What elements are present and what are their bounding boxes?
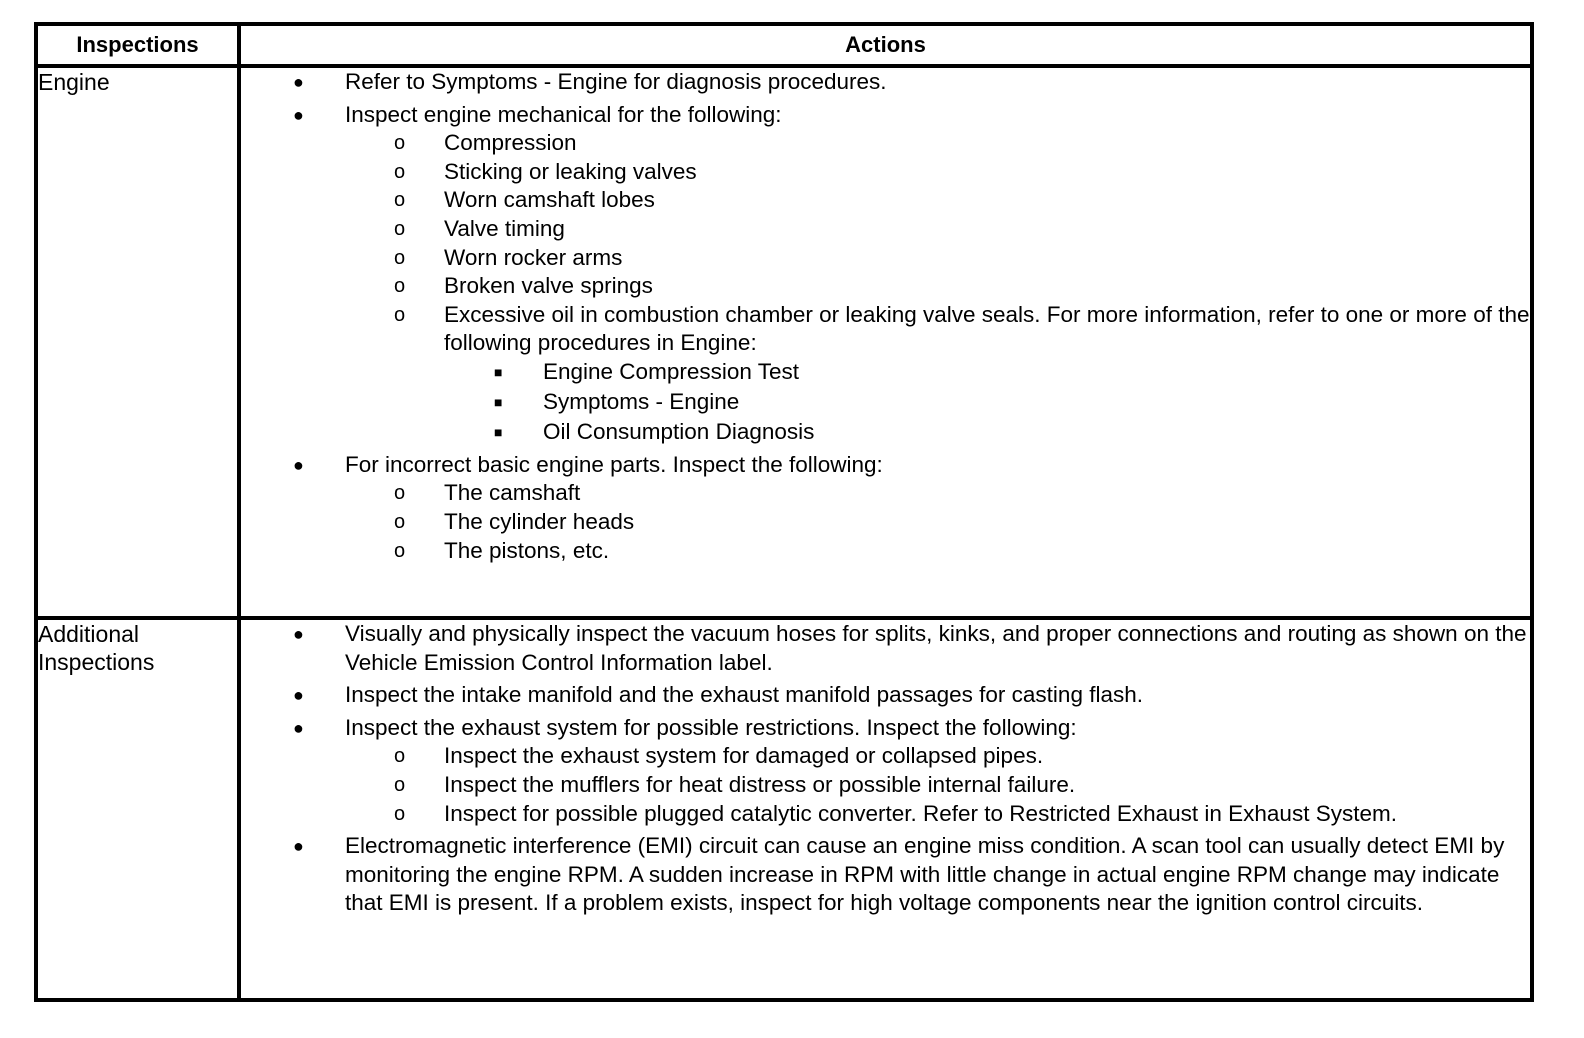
circle-bullet-icon: o (394, 275, 406, 298)
circle-bullet-icon: o (394, 745, 406, 768)
list-subitem (241, 272, 1530, 301)
list-item-text: Inspect engine mechanical for the following: (345, 101, 782, 127)
circle-bullet-icon: o (394, 132, 406, 155)
list-item (241, 101, 1530, 130)
list-item-text: Inspect the exhaust system for possible restrictions. Inspect the following: (345, 714, 1077, 740)
list-subitem-text: The cylinder heads (444, 508, 635, 534)
list-item-text: For incorrect basic engine parts. Inspect the following: (345, 451, 883, 477)
bullet-icon: ● (293, 717, 304, 738)
bullet-icon: ● (293, 104, 304, 125)
bullet-icon: ● (293, 624, 304, 644)
list-item (241, 68, 1530, 97)
list-subitem-text: Worn camshaft lobes (444, 187, 655, 213)
circle-bullet-icon: o (394, 160, 406, 183)
list-subitem-text: Valve timing (444, 215, 565, 241)
list-subsubitem-text: Engine Compression Test (543, 358, 799, 384)
circle-bullet-icon: o (394, 217, 406, 240)
list-subsubitem-text: Oil Consumption Diagnosis (543, 419, 815, 445)
circle-bullet-icon: o (394, 303, 406, 326)
square-bullet-icon: ■ (494, 394, 503, 411)
circle-bullet-icon: o (394, 482, 406, 505)
list-subitem-text: Sticking or leaking valves (444, 158, 697, 184)
list-subitem-text: The pistons, etc. (444, 537, 610, 563)
list-group (241, 101, 1530, 447)
inspection-label-engine: Engine (36, 66, 239, 618)
bullet-icon: ● (293, 72, 304, 92)
list-subitem (241, 742, 1530, 771)
list-item (241, 714, 1530, 743)
list-subitem (241, 158, 1530, 187)
list-subitem (241, 479, 1530, 508)
circle-bullet-icon: o (394, 773, 406, 796)
list-subsubitem (241, 418, 1530, 447)
list-subitem (241, 537, 1530, 566)
list-subitem (241, 186, 1530, 215)
list-subitem (241, 301, 1530, 358)
actions-engine (239, 66, 1532, 618)
list-subsubitem (241, 388, 1530, 417)
list-subitem (241, 508, 1530, 537)
list-subitem-text: Inspect the exhaust system for damaged or collapsed pipes. (444, 743, 1044, 769)
list-subitem-text: Broken valve springs (444, 273, 653, 299)
bullet-icon: ● (293, 685, 304, 706)
list-subitem (241, 800, 1530, 829)
list-item (241, 832, 1530, 918)
list-subitem-text: Compression (444, 130, 577, 156)
list-subitem-text: The camshaft (444, 480, 581, 506)
list-item (241, 620, 1530, 677)
header-inspections: Inspections (36, 24, 239, 66)
list-item-text: Inspect the intake manifold and the exhaust manifold passages for casting flash. (345, 682, 1143, 708)
list-item-text: Refer to Symptoms - Engine for diagnosis procedures. (345, 69, 887, 94)
square-bullet-icon: ■ (494, 363, 503, 380)
header-row (36, 24, 1532, 66)
list-subitem-text: Inspect for possible plugged catalytic converter. Refer to Restricted Exhaust in Exhaust System. (444, 800, 1397, 826)
circle-bullet-icon: o (394, 539, 406, 562)
list-subsubitem-text: Symptoms - Engine (543, 389, 740, 415)
circle-bullet-icon: o (394, 510, 406, 533)
list-group (241, 714, 1530, 828)
circle-bullet-icon: o (394, 189, 406, 212)
list-subitem-text: Inspect the mufflers for heat distress or possible internal failure. (444, 771, 1076, 797)
list-subsubitem (241, 358, 1530, 387)
list-subitem (241, 129, 1530, 158)
list-item (241, 451, 1530, 480)
list-item-text: Visually and physically inspect the vacuum hoses for splits, kinks, and proper connections and routing as shown on the Vehicle Emission Control Information label. (345, 621, 1527, 675)
list-item-text: Electromagnetic interference (EMI) circuit can cause an engine miss condition. A scan tool can usually detect EMI by monitoring the engine RPM. A sudden increase in RPM with little change in actual engine RPM change may indicate that EMI is present. If a problem exists, inspect for high voltage components near the ignition control circuits. (345, 833, 1505, 916)
inspection-label-additional: Additional Inspections (36, 618, 239, 1000)
table-row-additional (36, 618, 1532, 1000)
list-subitem (241, 244, 1530, 273)
list-subitem-text: Excessive oil in combustion chamber or leaking valve seals. For more information, refer to one or more of the following procedures in Engine: (444, 301, 1530, 356)
list-group (241, 451, 1530, 565)
bullet-icon: ● (293, 836, 304, 857)
header-actions: Actions (239, 24, 1532, 66)
list-subitem-text: Worn rocker arms (444, 244, 623, 270)
inspection-table (34, 22, 1534, 1002)
actions-additional (239, 618, 1532, 1000)
list-subitem (241, 771, 1530, 800)
circle-bullet-icon: o (394, 246, 406, 269)
list-subitem (241, 215, 1530, 244)
square-bullet-icon: ■ (494, 424, 503, 441)
list-item (241, 681, 1530, 710)
table-row-engine (36, 66, 1532, 618)
bullet-icon: ● (293, 454, 304, 475)
circle-bullet-icon: o (394, 802, 406, 825)
